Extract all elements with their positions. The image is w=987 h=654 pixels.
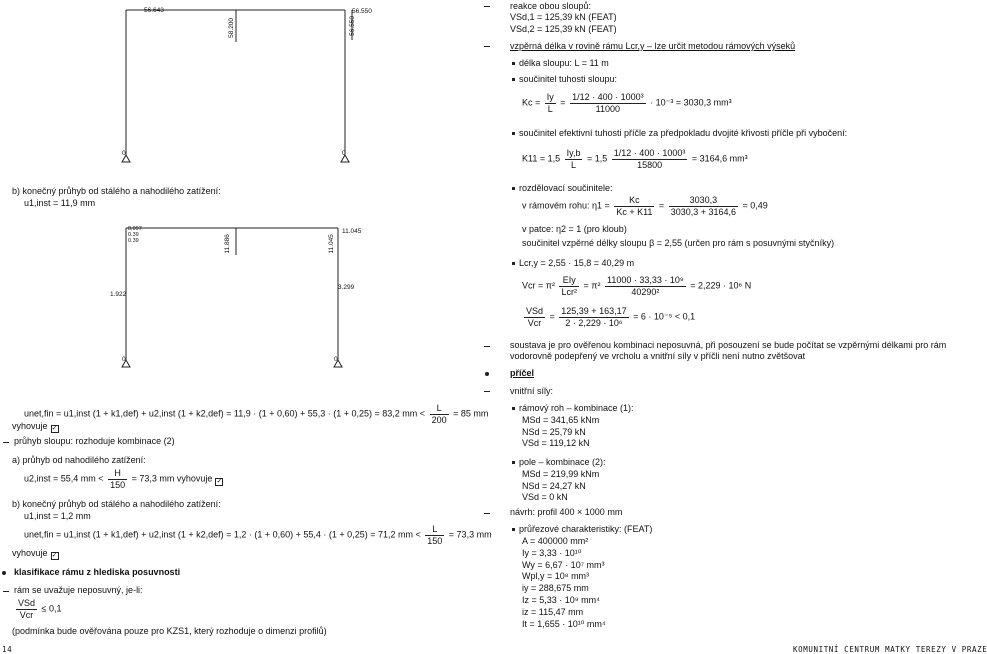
left-a-heading: a) průhyb od nahodilého zatížení: (12, 455, 146, 465)
right-kc: Kc = $\frac{Iy}{L}$ = $\frac{\text{1/12 · 400 · 1000³}}{11000}$ · 10⁻³ = 3030,3 mm³ (522, 92, 732, 114)
frame-mid-v1: 0.097 (128, 226, 142, 232)
frame-mid-base-left: 0 (122, 356, 126, 363)
frame-top-base-left: 0 (122, 150, 126, 157)
right-c2: Iy = 3,33 · 10¹⁰ (522, 548, 582, 558)
frame-mid-v5b: 11.045 (342, 228, 362, 235)
right-rr3: VSd = 119,12 kN (522, 438, 590, 448)
right-lcr: Lcr,y = 2,55 · 15,8 = 40,29 m (512, 258, 634, 269)
checkbox-icon: ✓ (216, 477, 223, 485)
right-para1b: vodorovně podepřený ve vrcholu a vnitřní síly v příčli není nutno zvětšovat (510, 351, 806, 361)
checkbox-icon: ✓ (51, 425, 58, 432)
frame-top-label-left: 56.643 (144, 7, 164, 14)
frame-top-base-right: 0 (342, 150, 346, 157)
right-c7: iz = 115,47 mm (522, 607, 584, 617)
left-ok1: vyhovuje ✓ (12, 421, 58, 432)
frame-mid-left-val: 1.922 (110, 291, 127, 298)
left-b2-value: u1,inst = 1,2 mm (24, 511, 91, 521)
left-eq1: unet,fin = u1,inst (1 + k1,def) + u2,inst (1 + k2,def) = 11,9 · (1 + 0,60) + 55,3 · (1 + 0,25) = 83,2 mm < $\frac{L}{200}$ = 85 mm (24, 403, 489, 425)
page-number: 14 (2, 645, 13, 654)
left-eq2: unet,fin = u1,inst (1 + k1,def) + u2,inst (1 + k2,def) = 1,2 · (1 + 0,60) + 55,4 · (1 + 0,25) = 71,2 mm < $\frac{L}{150}$ = 73,3 mm (24, 524, 492, 546)
frame-top-label-right: 56.550 (352, 8, 372, 15)
right-r2: VSd,1 = 125,39 kN (FEAT) (510, 12, 617, 22)
left-a-eq: u2,inst = 55,4 mm < $\frac{H}{150}$ = 73,3 mm vyhovuje ✓ (24, 468, 223, 490)
left-note: (podmínka bude ověřována pouze pro KZS1, který rozhoduje o dimenzi profilů) (12, 626, 327, 636)
right-p2: NSd = 24,27 kN (522, 481, 586, 491)
right-beta: součinitel vzpěrné délky sloupu β = 2,55 (určen pro rám s posuvnými styčníky) (522, 238, 835, 248)
left-ok2: vyhovuje ✓ (12, 548, 58, 559)
left-ram: rám se uvažuje neposuvný, je-li: (14, 585, 143, 595)
right-pricel: příčel (510, 368, 535, 378)
right-navrh: návrh: profil 400 × 1000 mm (510, 507, 623, 517)
right-vcr: Vcr = π² $\frac{\text{EIy}}{\text{Lcr²}}$ = π² $\frac{\text{11000 · 33,33 · 10⁹}}{\text{40290²}}$ = 2,229 · 10⁶ N (522, 275, 752, 297)
left-sec2: průhyb sloupu: rozhoduje kombinace (2) (14, 436, 175, 446)
right-c4: Wpl,y = 10⁸ mm³ (522, 571, 590, 581)
left-klas: klasifikace rámu z hlediska posuvnosti (14, 567, 181, 577)
right-eta1: v rámovém rohu: η1 = $\frac{Kc}{Kc + K11}$ = $\frac{3030,3}{3030,3 + 3164,6}$ = 0,49 (522, 195, 768, 217)
right-r5: délka sloupu: L = 11 m (512, 58, 609, 69)
right-vs: vnitřní síly: (510, 386, 554, 396)
right-pc: průřezové charakteristiky: (FEAT) (512, 524, 652, 535)
right-c5: iy = 288,675 mm (522, 583, 589, 593)
right-p1: MSd = 219,99 kNm (522, 469, 600, 479)
right-c8: It = 1,655 · 10¹⁰ mm⁴ (522, 619, 606, 629)
frame-mid-right-val: 3.299 (338, 284, 355, 291)
frame-mid-base-right: 0 (334, 356, 338, 363)
right-rr2: NSd = 25,79 kN (522, 427, 586, 437)
footer-title: KOMUNITNÍ CENTRUM MATKY TEREZY V PRAZE (793, 645, 987, 654)
right-r1: reakce obou sloupů: (510, 1, 592, 11)
right-c3: Wy = 6,67 · 10⁷ mm³ (522, 560, 605, 570)
right-eta2: v patce: η2 = 1 (pro kloub) (522, 224, 627, 234)
right-r7: součinitel efektivní tuhosti příčle za předpokladu dvojité křivosti příčle při vybočení: (512, 128, 847, 139)
right-r3: VSd,2 = 125,39 kN (FEAT) (510, 24, 617, 34)
frame-top-label-v1: 58.200 (228, 17, 236, 38)
frame-mid-v3: 0.39 (128, 238, 139, 244)
right-r4: vzpěrná délka v rovině rámu Lcr,y – lze určit metodou rámových výseků (510, 41, 796, 51)
right-pole: pole – kombinace (2): (512, 457, 606, 468)
frame-mid-v2: 0.39 (128, 232, 139, 238)
frame-mid-v4: 11.886 (223, 234, 231, 254)
right-ratio: $\frac{\text{VSd}}{\text{Vcr}}$ = $\frac{125,39 + 163,17}{\text{2 · 2,229 · 10⁶}}$ = 6 · 10⁻⁵ < 0,1 (526, 306, 696, 328)
frame-mid-v5: 11.045 (327, 234, 335, 254)
right-p3: VSd = 0 kN (522, 492, 568, 502)
left-b2-heading: b) konečný průhyb od stálého a nahodilého zatížení: (12, 499, 221, 509)
left-b-heading: b) konečný průhyb od stálého a nahodilého zatížení: (12, 186, 221, 196)
right-rr: rámový roh – kombinace (1): (512, 403, 634, 414)
left-cond: $\frac{\text{VSd}}{\text{Vcr}}$ ≤ 0,1 (18, 598, 62, 620)
right-r8: rozdělovací součinitele: (512, 183, 613, 194)
right-k11: K11 = 1,5 $\frac{Iy,b}{L}$ = 1,5 $\frac{\text{1/12 · 400 · 1000³}}{15800}$ = 3164,6 mm³ (522, 148, 748, 170)
frame-top-label-v2: 56.550 (349, 15, 357, 36)
right-c1: A = 400000 mm² (522, 536, 589, 546)
right-rr1: MSd = 341,65 kNm (522, 415, 600, 425)
checkbox-icon: ✓ (51, 552, 58, 559)
left-b-value: u1,inst = 11,9 mm (24, 198, 96, 208)
right-para1: soustava je pro ověřenou kombinaci neposuvná, při posouzení se bude počítat se vzpěrnými délkami pro rám (510, 340, 947, 350)
right-r6: součinitel tuhosti sloupu: (512, 74, 617, 85)
right-c6: Iz = 5,33 · 10⁹ mm⁴ (522, 595, 600, 605)
